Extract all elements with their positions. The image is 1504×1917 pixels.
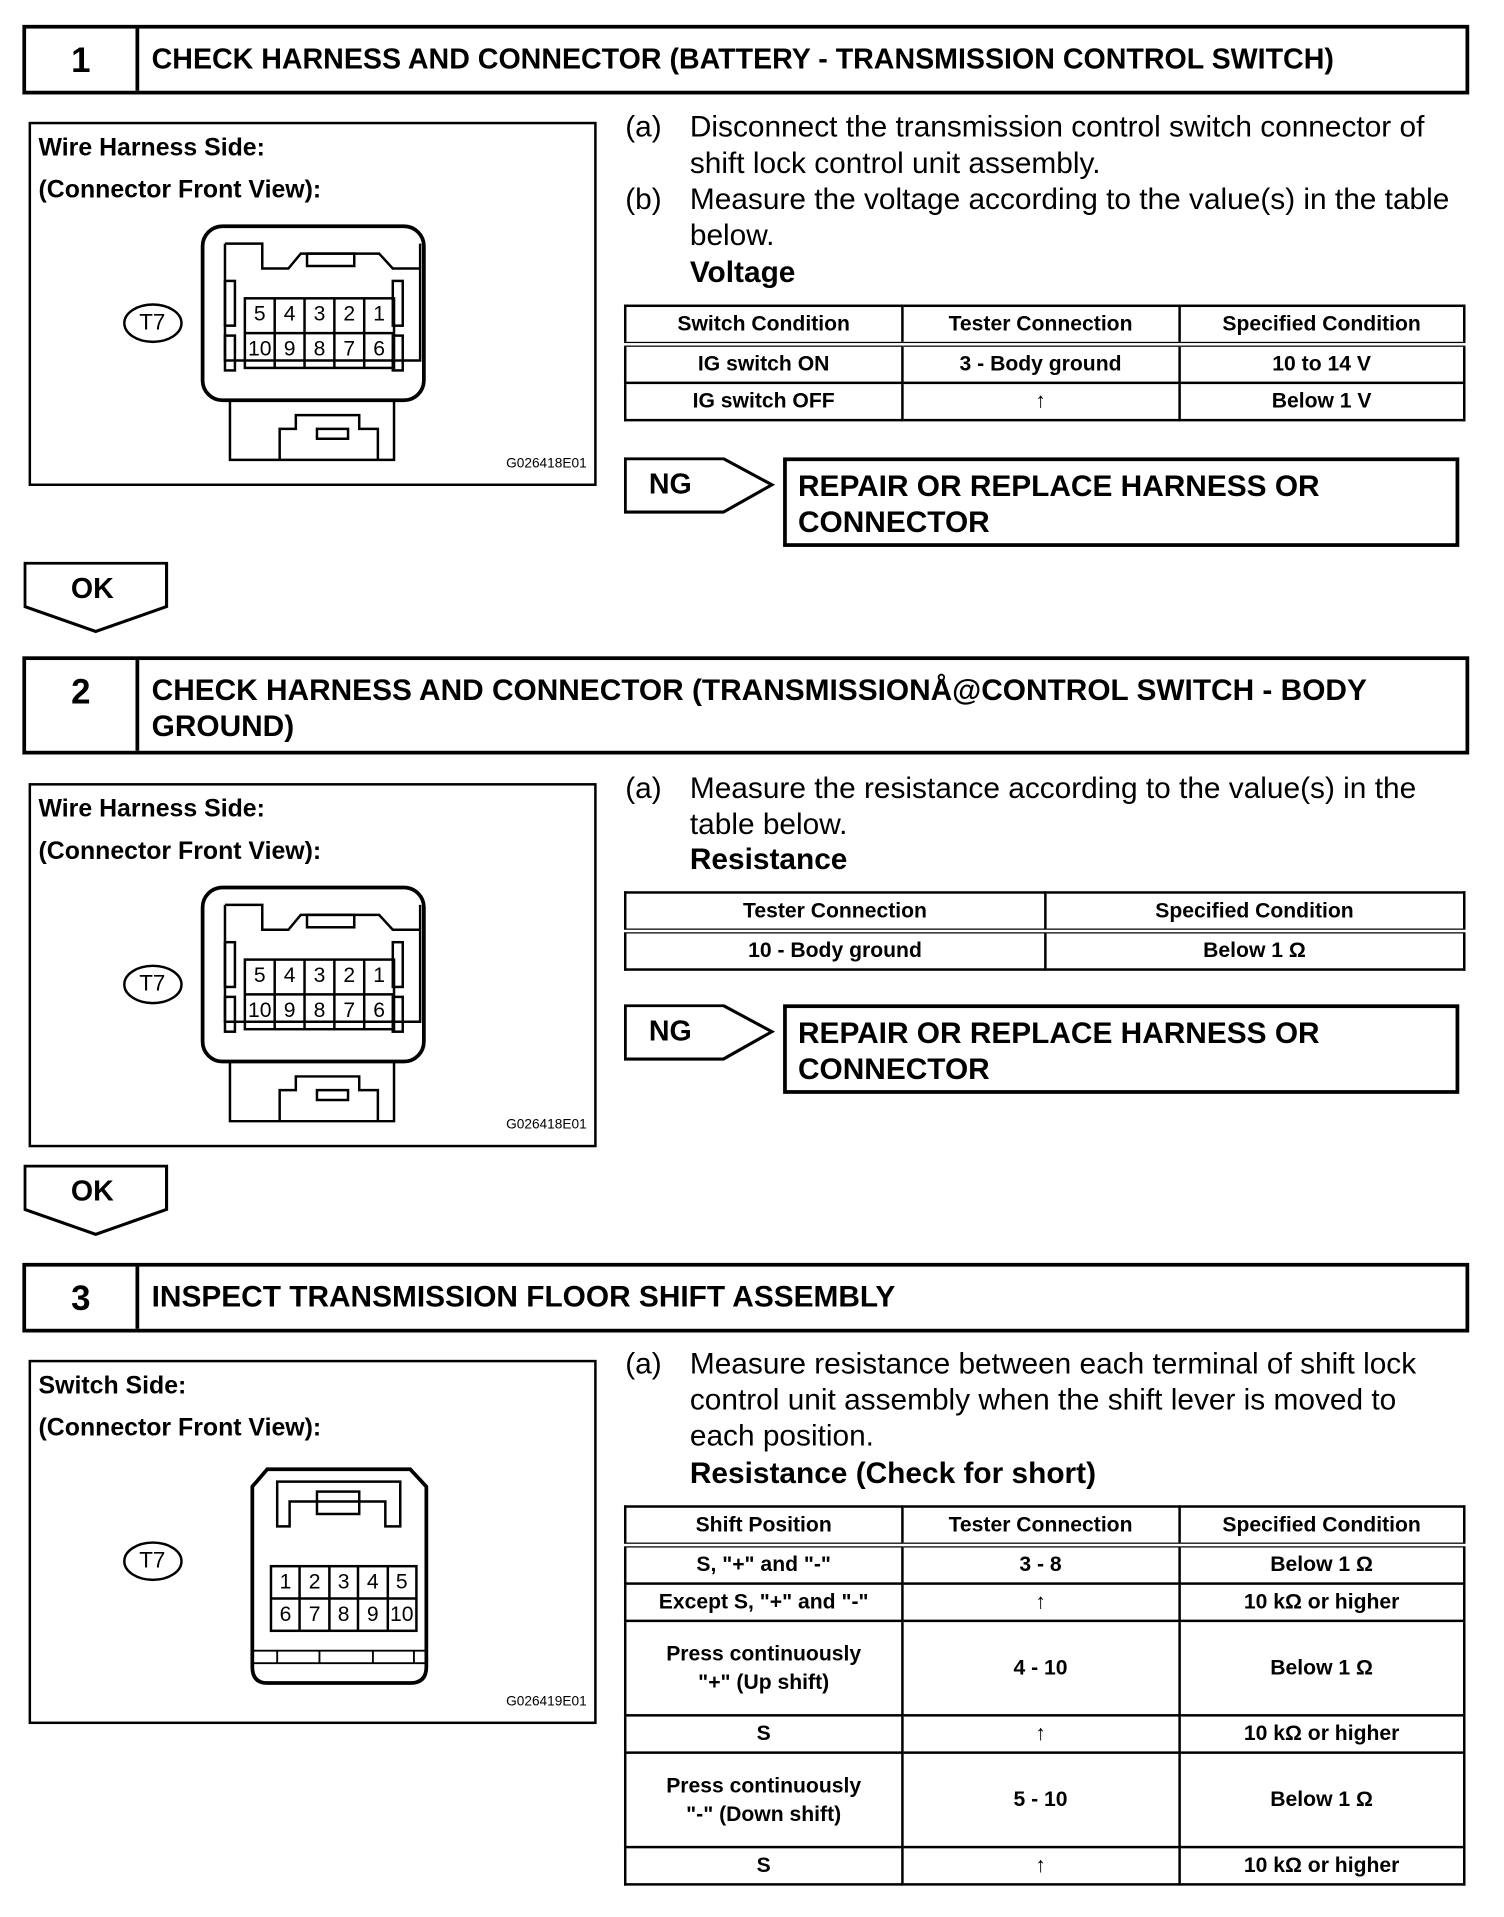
cell: 10 kΩ or higher <box>1179 1715 1464 1752</box>
ok-label: OK <box>70 571 114 605</box>
pin: 8 <box>313 336 326 361</box>
cell: IG switch ON <box>625 344 902 383</box>
step-title: INSPECT TRANSMISSION FLOOR SHIFT ASSEMBLY <box>151 1280 896 1314</box>
column-header: Tester Connection <box>902 306 1179 345</box>
table-title: Resistance <box>689 842 848 877</box>
cell: 4 - 10 <box>902 1621 1179 1715</box>
pin: 2 <box>343 302 356 326</box>
cell: 10 - Body ground <box>625 931 1045 970</box>
pin-row-bottom <box>245 337 394 362</box>
ng-result-box: REPAIR OR REPLACE HARNESS OR CONNECTOR <box>783 457 1459 546</box>
pin: 1 <box>373 963 385 987</box>
pin: 10 <box>248 336 272 361</box>
step-3-header <box>22 1263 1469 1333</box>
pin: 3 <box>337 1569 350 1594</box>
cell: Except S, "+" and "-" <box>625 1584 902 1621</box>
cell: ↑ <box>902 1715 1179 1752</box>
pin: 3 <box>313 302 326 326</box>
step-title: CHECK HARNESS AND CONNECTOR (BATTERY - TRANSMISSION CONTROL SWITCH) <box>151 42 1334 75</box>
voltage-table <box>624 305 1466 422</box>
table-row <box>625 1545 1464 1584</box>
pin: 6 <box>279 1602 292 1626</box>
pin: 6 <box>373 998 385 1022</box>
cell: ↑ <box>902 1584 1179 1621</box>
step-number: 1 <box>26 29 139 91</box>
cell: Below 1 Ω <box>1179 1621 1464 1715</box>
pin: 6 <box>373 336 385 361</box>
table-row <box>625 1715 1464 1752</box>
diagram-sublabel: (Connector Front View): <box>38 837 322 866</box>
pin: 5 <box>253 302 266 326</box>
diagram-label: Wire Harness Side: <box>38 795 265 823</box>
pin: 5 <box>395 1569 408 1594</box>
cell: Below 1 Ω <box>1045 931 1465 970</box>
step-title: CHECK HARNESS AND CONNECTOR (TRANSMISSIONÅ@CONTROL SWITCH - BODY GROUND) <box>151 673 1367 744</box>
cell: Below 1 Ω <box>1179 1753 1464 1847</box>
column-header: Specified Condition <box>1045 892 1465 931</box>
resistance-table <box>624 891 1466 971</box>
shift-resistance-table <box>624 1505 1466 1885</box>
table-row <box>625 344 1464 383</box>
instruction-label: (a) <box>625 110 662 145</box>
ng-label: NG <box>648 1014 692 1047</box>
table-row <box>625 1847 1464 1884</box>
connector-id: T7 <box>139 1547 166 1573</box>
cell: S <box>625 1715 902 1752</box>
diagram-sublabel: (Connector Front View): <box>38 1414 322 1442</box>
pin: 1 <box>373 302 385 326</box>
column-header: Shift Position <box>625 1507 902 1546</box>
instructions-3 <box>625 1346 1464 1454</box>
figure-code: G026418E01 <box>506 456 587 472</box>
table-row <box>625 1584 1464 1621</box>
cell: Press continuously "-" (Down shift) <box>625 1753 902 1847</box>
pin: 3 <box>313 963 326 987</box>
ng-label: NG <box>648 467 692 500</box>
instruction-label: (b) <box>625 182 662 217</box>
cell: 10 to 14 V <box>1179 344 1464 383</box>
connector-diagram-3 <box>29 1360 597 1724</box>
pin: 4 <box>283 302 296 326</box>
diagram-label: Wire Harness Side: <box>38 134 265 162</box>
pin: 9 <box>283 336 296 361</box>
pin: 7 <box>343 998 356 1022</box>
pin: 1 <box>279 1569 292 1594</box>
cell: ↑ <box>902 1847 1179 1884</box>
pin: 4 <box>283 963 296 987</box>
cell: Press continuously "+" (Up shift) <box>625 1621 902 1715</box>
step-1-header <box>22 25 1469 95</box>
pin-row-top <box>245 302 394 327</box>
cell: 3 - Body ground <box>902 344 1179 383</box>
cell: S, "+" and "-" <box>625 1545 902 1584</box>
instruction-text: Measure the voltage according to the value(s) in the table below. <box>689 182 1450 253</box>
column-header: Switch Condition <box>625 306 902 345</box>
connector-diagram-2 <box>29 783 597 1147</box>
diagram-label: Switch Side: <box>38 1372 187 1400</box>
cell: 10 kΩ or higher <box>1179 1847 1464 1884</box>
cell: IG switch OFF <box>625 383 902 420</box>
table-row <box>625 931 1464 970</box>
instruction-label: (a) <box>625 771 662 806</box>
column-header: Tester Connection <box>625 892 1045 931</box>
ok-label: OK <box>70 1174 114 1207</box>
cell: Below 1 Ω <box>1179 1545 1464 1584</box>
column-header: Specified Condition <box>1179 306 1464 345</box>
connector-id: T7 <box>139 970 166 996</box>
pin: 4 <box>366 1569 379 1594</box>
pin: 8 <box>313 998 326 1022</box>
step-number: 3 <box>26 1267 139 1329</box>
cell: 10 kΩ or higher <box>1179 1584 1464 1621</box>
pin: 9 <box>283 998 296 1022</box>
pin: 10 <box>248 998 272 1022</box>
table-title: Voltage <box>689 256 796 290</box>
connector-id: T7 <box>139 309 166 335</box>
column-header: Specified Condition <box>1179 1507 1464 1546</box>
pin-row-bottom <box>245 998 394 1023</box>
instructions-2 <box>625 771 1464 843</box>
cell: 3 - 8 <box>902 1545 1179 1584</box>
column-header: Tester Connection <box>902 1507 1179 1546</box>
right-arrow-icon <box>624 457 776 514</box>
diagram-sublabel: (Connector Front View): <box>38 176 322 204</box>
cell: 5 - 10 <box>902 1753 1179 1847</box>
table-row <box>625 1621 1464 1715</box>
table-title: Resistance (Check for short) <box>689 1456 1097 1491</box>
figure-code: G026418E01 <box>506 1117 587 1133</box>
pin-row-bottom <box>271 1602 416 1627</box>
instruction-text: Disconnect the transmission control switch connector of shift lock control unit assembly. <box>689 110 1425 181</box>
figure-code: G026419E01 <box>506 1694 587 1710</box>
pin: 5 <box>253 963 266 987</box>
pin-row-top <box>245 963 394 988</box>
switch-connector-drawing <box>31 1362 594 1721</box>
connector-diagram-1 <box>29 122 597 486</box>
instruction-text: Measure resistance between each terminal of shift lock control unit assembly when the shift lever is moved to each position. <box>689 1347 1417 1454</box>
pin: 9 <box>366 1602 379 1626</box>
cell: ↑ <box>902 383 1179 420</box>
pin: 2 <box>308 1569 321 1594</box>
pin: 7 <box>308 1602 321 1626</box>
right-arrow-icon <box>624 1004 776 1061</box>
step-number: 2 <box>26 660 139 751</box>
cell: S <box>625 1847 902 1884</box>
table-row <box>625 1753 1464 1847</box>
pin: 8 <box>337 1602 350 1626</box>
ng-result-box: REPAIR OR REPLACE HARNESS OR CONNECTOR <box>783 1004 1459 1093</box>
pin: 7 <box>343 336 356 361</box>
step-2-header <box>22 656 1469 754</box>
pin: 2 <box>343 963 356 987</box>
pin-row-top <box>271 1570 416 1595</box>
cell: Below 1 V <box>1179 383 1464 420</box>
instruction-text: Measure the resistance according to the value(s) in the table below. <box>689 771 1417 842</box>
pin: 10 <box>390 1602 414 1626</box>
table-row <box>625 383 1464 420</box>
instruction-label: (a) <box>625 1347 662 1381</box>
instructions-1 <box>625 109 1464 253</box>
